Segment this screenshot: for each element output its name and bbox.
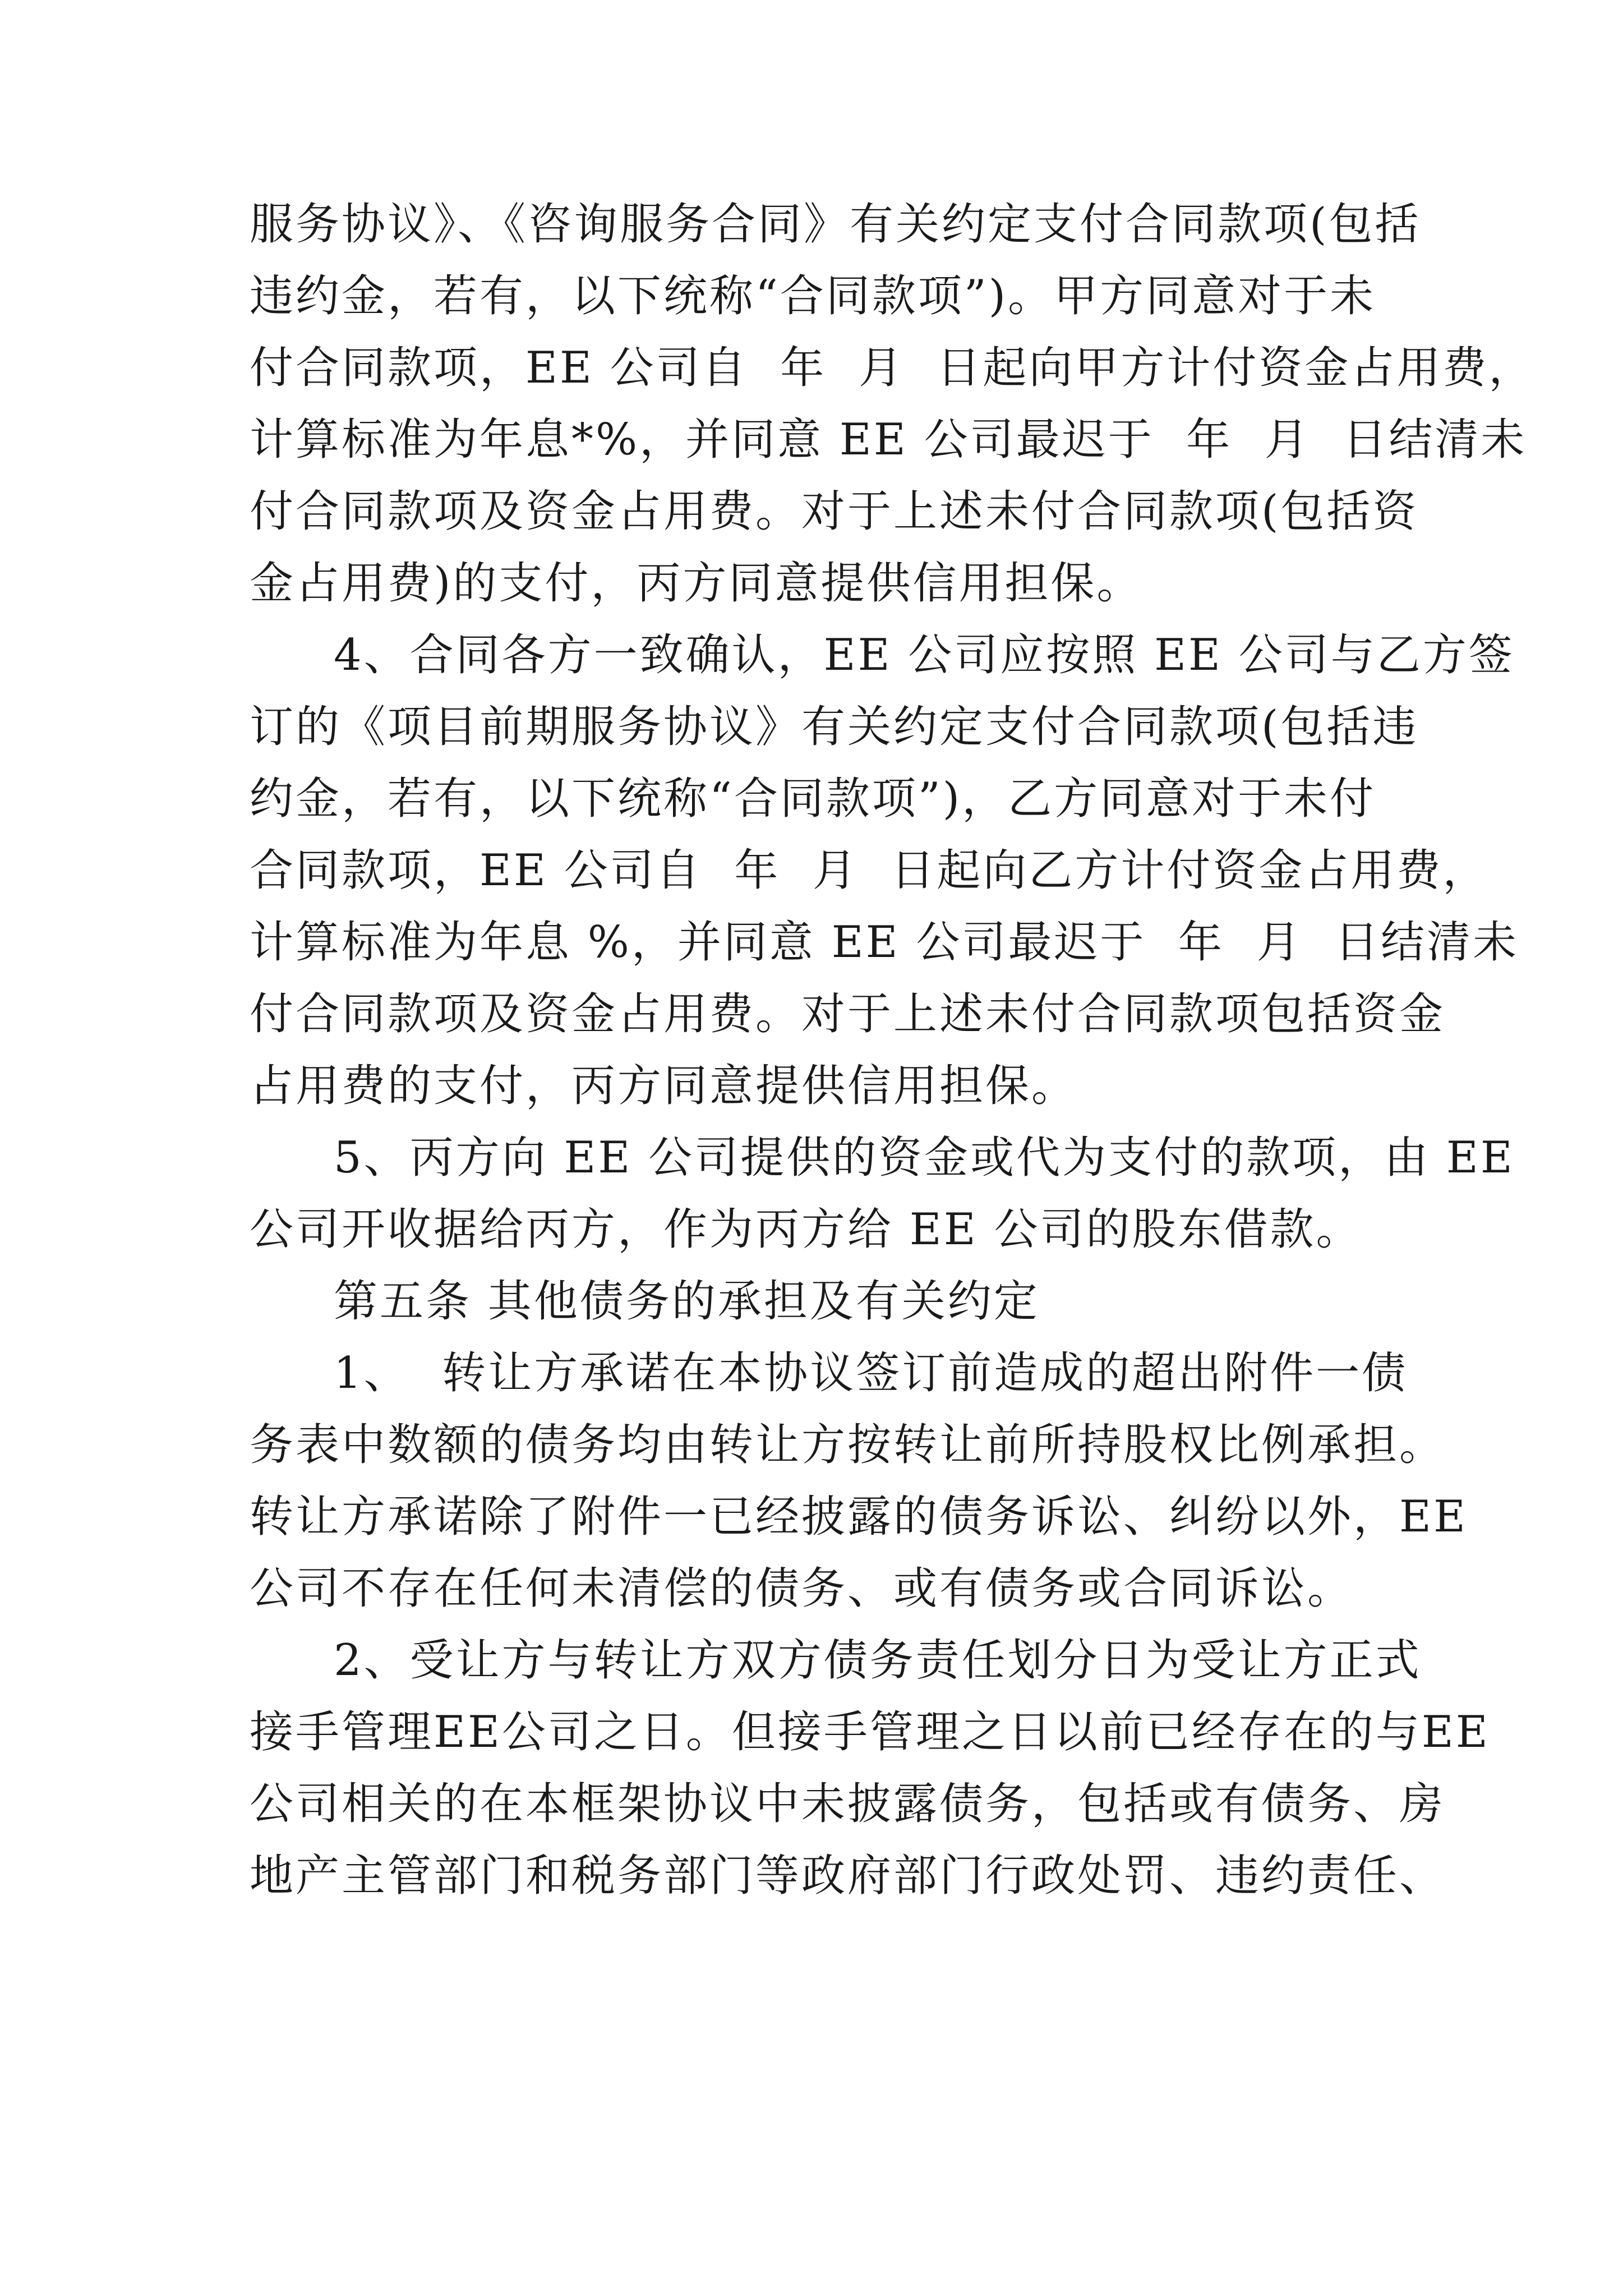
text-line: 计算标准为年息 %，并同意 EE 公司最迟于 年 月 日结清未	[250, 917, 1519, 968]
paragraph-first-line: 5、丙方向 EE 公司提供的资金或代为支付的款项，由 EE	[334, 1133, 1515, 1183]
text-line: 付合同款项，EE 公司自 年 月 日起向甲方计付资金占用费，	[250, 343, 1535, 393]
text-line: 服务协议》、《咨询服务合同》有关约定支付合同款项(包括	[250, 199, 1421, 250]
text-line: 计算标准为年息*%，并同意 EE 公司最迟于 年 月 日结清未	[250, 415, 1527, 465]
text-line: 付合同款项及资金占用费。对于上述未付合同款项(包括资	[250, 486, 1419, 537]
text-line: 公司不存在任何未清偿的债务、或有债务或合同诉讼。	[250, 1563, 1354, 1614]
text-line: 占用费的支付，丙方同意提供信用担保。	[250, 1061, 1078, 1111]
text-line: 接手管理EE公司之日。但接手管理之日以前已经存在的与EE	[250, 1707, 1490, 1757]
text-line: 转让方承诺除了附件一已经披露的债务诉讼、纠纷以外，EE	[250, 1492, 1468, 1542]
text-line: 公司相关的在本框架协议中未披露债务，包括或有债务、房	[250, 1779, 1446, 1829]
paragraph-first-line: 4、合同各方一致确认，EE 公司应按照 EE 公司与乙方签	[334, 630, 1515, 680]
text-line: 付合同款项及资金占用费。对于上述未付合同款项包括资金	[250, 989, 1446, 1039]
text-line: 违约金，若有，以下统称“合同款项”)。甲方同意对于未	[250, 271, 1376, 321]
text-line: 合同款项，EE 公司自 年 月 日起向乙方计付资金占用费，	[250, 845, 1489, 896]
text-line: 地产主管部门和税务部门等政府部门行政处罚、违约责任、	[250, 1851, 1446, 1901]
text-line: 约金，若有，以下统称“合同款项”)，乙方同意对于未付	[250, 774, 1376, 824]
text-line: 订的《项目前期服务协议》有关约定支付合同款项(包括违	[250, 702, 1419, 752]
text-line: 务表中数额的债务均由转让方按转让前所持股权比例承担。	[250, 1420, 1446, 1470]
text-line: 公司开收据给丙方，作为丙方给 EE 公司的股东借款。	[250, 1204, 1362, 1255]
paragraph-first-line: 1、 转让方承诺在本协议签订前造成的超出附件一债	[334, 1348, 1408, 1398]
section-heading: 第五条 其他债务的承担及有关约定	[334, 1276, 1040, 1327]
paragraph-first-line: 2、受让方与转让方双方债务责任划分日为受让方正式	[334, 1635, 1422, 1686]
text-line: 金占用费)的支付，丙方同意提供信用担保。	[250, 558, 1143, 609]
